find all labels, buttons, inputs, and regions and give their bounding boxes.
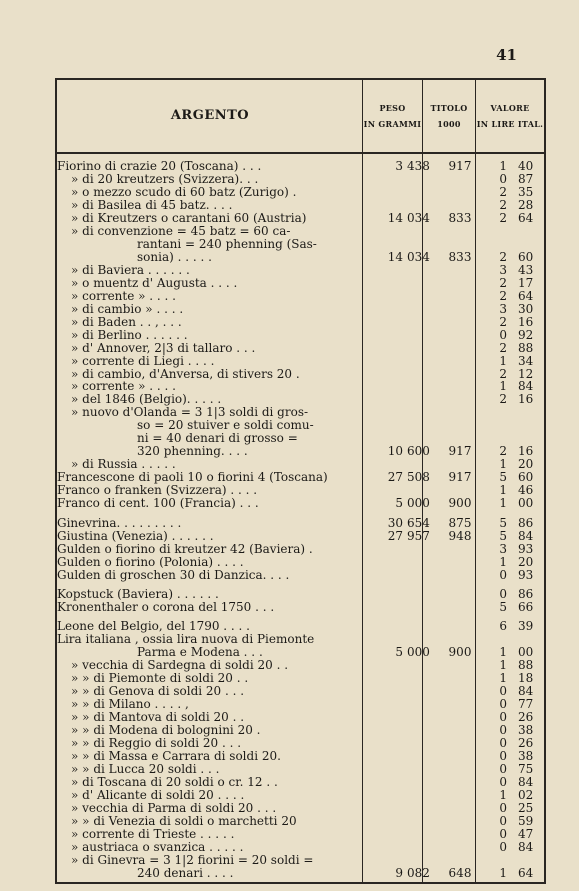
row-name: Lira italiana , ossia lira nuova di Piemonte xyxy=(57,632,315,647)
row-centesimi: 16 xyxy=(518,392,534,407)
table-row xyxy=(57,867,545,880)
row-centesimi: 64 xyxy=(518,288,534,303)
row-name: » austriaca o svanzica . . . . . xyxy=(71,839,244,854)
table-row xyxy=(57,316,545,329)
row-name: so = 20 stuiver e soldi comu- xyxy=(137,418,314,433)
row-lire: 1 xyxy=(499,658,507,673)
row-name: Franco o franken (Svizzera) . . . . xyxy=(57,483,258,498)
row-name: » di Kreutzers o carantani 60 (Austria) xyxy=(71,210,307,225)
row-name: » » di Venezia di soldi o marchetti 20 xyxy=(71,813,297,828)
row-name: 320 phenning. . . . xyxy=(137,444,248,459)
row-lire: 0 xyxy=(499,762,507,777)
row-lire: 2 xyxy=(499,197,507,212)
row-lire: 1 xyxy=(499,457,507,472)
row-lire: 5 xyxy=(499,515,507,530)
row-centesimi: 34 xyxy=(518,353,534,368)
row-centesimi: 84 xyxy=(518,528,534,543)
row-centesimi: 88 xyxy=(518,658,534,673)
row-titolo: 648 xyxy=(448,865,472,880)
row-centesimi: 64 xyxy=(518,210,534,225)
row-name: » di Berlino . . . . . . xyxy=(71,327,188,342)
row-peso-frac: 034 xyxy=(407,249,430,264)
row-name: » del 1846 (Belgio). . . . . xyxy=(71,392,222,407)
table-row xyxy=(57,633,545,646)
row-peso-int: 30 xyxy=(387,515,403,530)
row-centesimi: 20 xyxy=(518,554,534,569)
row-centesimi: 40 xyxy=(518,159,534,173)
table-row xyxy=(57,186,545,199)
header-titolo-line1: TITOLO xyxy=(430,103,468,113)
table-row xyxy=(57,569,545,582)
header-valore-line2: IN LIRE ITAL. xyxy=(476,119,544,129)
row-centesimi: 59 xyxy=(518,813,534,828)
row-peso-frac: 957 xyxy=(407,528,430,543)
row-name: Kopstuck (Baviera) . . . . . . xyxy=(57,587,219,601)
row-lire: 1 xyxy=(499,554,507,569)
row-peso-frac: 508 xyxy=(407,470,430,485)
row-name: » corrente » . . . . xyxy=(71,288,176,303)
table-row xyxy=(57,828,545,841)
row-centesimi: 92 xyxy=(518,327,534,342)
table-row xyxy=(57,497,545,510)
row-centesimi: 25 xyxy=(518,801,534,815)
row-centesimi: 86 xyxy=(518,515,534,530)
row-lire: 0 xyxy=(499,826,507,841)
row-lire: 0 xyxy=(499,567,507,582)
row-name: Parma e Modena . . . xyxy=(137,645,263,660)
row-name: » » di Genova di soldi 20 . . . xyxy=(71,684,245,699)
row-name: » » di Modena di bolognini 20 . xyxy=(71,723,261,738)
row-lire: 0 xyxy=(499,327,507,342)
row-centesimi: 00 xyxy=(518,496,534,511)
table-row xyxy=(57,225,545,238)
row-name: » » di Piemonte di soldi 20 . . xyxy=(71,671,249,686)
row-lire: 1 xyxy=(499,483,507,498)
row-name: » o muentz d' Augusta . . . . xyxy=(71,275,238,290)
row-name: Gulden di groschen 30 di Danzica. . . . xyxy=(57,567,290,582)
row-name: » » di Lucca 20 soldi . . . xyxy=(71,762,220,777)
row-centesimi: 30 xyxy=(518,301,534,316)
row-peso-int: 27 xyxy=(387,528,403,543)
row-centesimi: 86 xyxy=(518,587,534,601)
row-centesimi: 64 xyxy=(518,865,534,880)
header-peso-line1: PESO xyxy=(379,103,406,113)
row-peso-int: 9 xyxy=(395,865,403,880)
row-lire: 2 xyxy=(499,444,507,459)
row-centesimi: 38 xyxy=(518,749,534,764)
row-centesimi: 84 xyxy=(518,379,534,394)
row-name: » » di Reggio di soldi 20 . . . xyxy=(71,736,242,751)
row-peso-frac: 034 xyxy=(407,210,430,225)
table-row xyxy=(57,199,545,212)
row-name: » di Toscana di 20 soldi o cr. 12 . . xyxy=(71,775,278,790)
row-centesimi: 35 xyxy=(518,184,534,199)
row-centesimi: 18 xyxy=(518,671,534,686)
header-argento: ARGENTO xyxy=(170,108,250,123)
row-lire: 5 xyxy=(499,528,507,543)
table-row xyxy=(57,173,545,186)
row-name: » di Basilea di 45 batz. . . . xyxy=(71,197,233,212)
row-centesimi: 46 xyxy=(518,483,534,498)
row-lire: 2 xyxy=(499,275,507,290)
row-name: Francescone di paoli 10 o fiorini 4 (Toscana) xyxy=(57,470,328,485)
row-centesimi: 84 xyxy=(518,775,534,790)
row-centesimi: 17 xyxy=(518,275,534,290)
table-row xyxy=(57,419,545,432)
row-centesimi: 16 xyxy=(518,444,534,459)
row-lire: 2 xyxy=(499,288,507,303)
table-row xyxy=(57,238,545,251)
row-name: Gulden o fiorino di kreutzer 42 (Baviera) . xyxy=(57,541,313,556)
row-name: » » di Massa e Carrara di soldi 20. xyxy=(71,749,281,764)
table-body xyxy=(57,160,545,880)
header-peso-line2: IN GRAMMI xyxy=(363,119,422,129)
row-name: sonia) . . . . . xyxy=(137,249,212,264)
row-centesimi: 88 xyxy=(518,340,534,355)
row-lire: 1 xyxy=(499,671,507,686)
row-peso-int: 10 xyxy=(387,444,403,459)
row-centesimi: 77 xyxy=(518,697,534,712)
row-peso-int: 3 xyxy=(395,159,403,173)
row-centesimi: 39 xyxy=(518,619,534,634)
row-lire: 2 xyxy=(499,340,507,355)
row-lire: 1 xyxy=(499,645,507,660)
row-name: » di cambio » . . . . xyxy=(71,301,184,316)
row-centesimi: 43 xyxy=(518,262,534,277)
row-lire: 3 xyxy=(499,301,507,316)
row-name: Ginevrina. . . . . . . . . xyxy=(57,515,182,530)
row-name: 240 denari . . . . xyxy=(137,865,234,880)
row-lire: 3 xyxy=(499,262,507,277)
row-lire: 0 xyxy=(499,171,507,186)
row-titolo: 833 xyxy=(448,210,472,225)
row-titolo: 833 xyxy=(448,249,472,264)
row-lire: 6 xyxy=(499,619,507,634)
row-peso-int: 27 xyxy=(387,470,403,485)
row-lire: 1 xyxy=(499,379,507,394)
row-name: » di Baviera . . . . . . xyxy=(71,262,190,277)
row-lire: 2 xyxy=(499,366,507,381)
row-peso-int: 5 xyxy=(395,645,403,660)
row-centesimi: 87 xyxy=(518,171,534,186)
row-titolo: 875 xyxy=(448,515,472,530)
row-lire: 0 xyxy=(499,587,507,601)
row-lire: 1 xyxy=(499,865,507,880)
table-row xyxy=(57,517,545,530)
row-lire: 5 xyxy=(499,599,507,614)
row-lire: 2 xyxy=(499,184,507,199)
row-name: » corrente di Trieste . . . . . xyxy=(71,826,235,841)
row-peso-frac: 600 xyxy=(407,444,430,459)
row-lire: 0 xyxy=(499,813,507,828)
row-centesimi: 26 xyxy=(518,710,534,725)
row-titolo: 917 xyxy=(448,159,472,173)
row-lire: 0 xyxy=(499,839,507,854)
table-row xyxy=(57,264,545,277)
page-number: 41 xyxy=(496,46,517,64)
row-name: Franco di cent. 100 (Francia) . . . xyxy=(57,496,259,511)
row-peso-frac: 438 xyxy=(407,159,430,173)
row-name: ni = 40 denari di grosso = xyxy=(137,431,298,446)
row-lire: 2 xyxy=(499,392,507,407)
header-rule xyxy=(57,152,544,154)
header-titolo-line2: 1000 xyxy=(437,119,461,129)
table-row xyxy=(57,303,545,316)
row-name: rantani = 240 phenning (Sas- xyxy=(137,236,317,251)
row-peso-frac: 654 xyxy=(407,515,430,530)
row-name: » corrente di Liegi . . . . xyxy=(71,353,215,368)
row-lire: 2 xyxy=(499,249,507,264)
row-lire: 0 xyxy=(499,723,507,738)
row-lire: 1 xyxy=(499,159,507,173)
row-name: » » di Mantova di soldi 20 . . xyxy=(71,710,245,725)
row-centesimi: 20 xyxy=(518,457,534,472)
row-name: Gulden o fiorino (Polonia) . . . . xyxy=(57,554,244,569)
row-name: » di cambio, d'Anversa, di stivers 20 . xyxy=(71,366,300,381)
row-name: » corrente » . . . . xyxy=(71,379,176,394)
table-row xyxy=(57,815,545,828)
table-row xyxy=(57,290,545,303)
table-row xyxy=(57,329,545,342)
header-valore-line1: VALORE xyxy=(490,103,530,113)
row-centesimi: 75 xyxy=(518,762,534,777)
row-name: » vecchia di Parma di soldi 20 . . . xyxy=(71,801,277,815)
row-lire: 0 xyxy=(499,736,507,751)
row-centesimi: 84 xyxy=(518,839,534,854)
table-row xyxy=(57,277,545,290)
row-peso-frac: 000 xyxy=(407,496,430,511)
row-lire: 3 xyxy=(499,541,507,556)
table-row xyxy=(57,355,545,368)
row-name: » di Baden . . , . . . xyxy=(71,314,182,329)
row-name: » di convenzione = 45 batz = 60 ca- xyxy=(71,223,291,238)
row-centesimi: 93 xyxy=(518,541,534,556)
table-row xyxy=(57,854,545,867)
table-row xyxy=(57,556,545,569)
table-row xyxy=(57,432,545,445)
row-lire: 5 xyxy=(499,470,507,485)
row-lire: 0 xyxy=(499,801,507,815)
row-lire: 0 xyxy=(499,710,507,725)
row-centesimi: 16 xyxy=(518,314,534,329)
row-peso-int: 5 xyxy=(395,496,403,511)
row-name: » vecchia di Sardegna di soldi 20 . . xyxy=(71,658,289,673)
row-peso-frac: 000 xyxy=(407,645,430,660)
row-centesimi: 93 xyxy=(518,567,534,582)
row-lire: 0 xyxy=(499,697,507,712)
row-centesimi: 00 xyxy=(518,645,534,660)
row-titolo: 900 xyxy=(448,496,472,511)
row-centesimi: 28 xyxy=(518,197,534,212)
table-row xyxy=(57,601,545,614)
row-centesimi: 47 xyxy=(518,826,534,841)
row-lire: 0 xyxy=(499,684,507,699)
row-titolo: 900 xyxy=(448,645,472,660)
header-peso xyxy=(363,100,422,132)
table-row xyxy=(57,342,545,355)
row-lire: 2 xyxy=(499,314,507,329)
row-titolo: 917 xyxy=(448,470,472,485)
row-name: » d' Annover, 2|3 di tallaro . . . xyxy=(71,340,256,355)
row-name: » o mezzo scudo di 60 batz (Zurigo) . xyxy=(71,184,297,199)
row-name: » nuovo d'Olanda = 3 1|3 soldi di gros- xyxy=(71,405,309,420)
row-lire: 1 xyxy=(499,788,507,803)
row-name: Giustina (Venezia) . . . . . . xyxy=(57,528,214,543)
row-name: Leone del Belgio, del 1790 . . . . xyxy=(57,619,250,634)
row-centesimi: 84 xyxy=(518,684,534,699)
row-titolo: 948 xyxy=(448,528,472,543)
table-row xyxy=(57,212,545,225)
row-centesimi: 66 xyxy=(518,599,534,614)
row-name: » di Ginevra = 3 1|2 fiorini = 20 soldi = xyxy=(71,852,314,867)
header-titolo xyxy=(423,100,475,132)
table-row xyxy=(57,251,545,264)
table-row xyxy=(57,530,545,543)
row-name: » di Russia . . . . . xyxy=(71,457,176,472)
row-centesimi: 60 xyxy=(518,470,534,485)
row-name: Kronenthaler o corona del 1750 . . . xyxy=(57,599,275,614)
row-lire: 0 xyxy=(499,749,507,764)
row-centesimi: 12 xyxy=(518,366,534,381)
row-peso-int: 14 xyxy=(387,210,403,225)
row-name: » di 20 kreutzers (Svizzera). . . xyxy=(71,171,259,186)
header-valore xyxy=(476,100,544,132)
row-lire: 1 xyxy=(499,496,507,511)
table-row xyxy=(57,841,545,854)
row-lire: 2 xyxy=(499,210,507,225)
row-name: » d' Alicante di soldi 20 . . . . xyxy=(71,788,245,803)
row-centesimi: 60 xyxy=(518,249,534,264)
table-row xyxy=(57,543,545,556)
row-name: Fiorino di crazie 20 (Toscana) . . . xyxy=(57,159,262,173)
row-name: » » di Milano . . . . , xyxy=(71,697,189,712)
row-peso-int: 14 xyxy=(387,249,403,264)
row-centesimi: 02 xyxy=(518,788,534,803)
row-titolo: 917 xyxy=(448,444,472,459)
row-lire: 0 xyxy=(499,775,507,790)
row-centesimi: 26 xyxy=(518,736,534,751)
row-centesimi: 38 xyxy=(518,723,534,738)
row-peso-frac: 082 xyxy=(407,865,430,880)
row-lire: 1 xyxy=(499,353,507,368)
